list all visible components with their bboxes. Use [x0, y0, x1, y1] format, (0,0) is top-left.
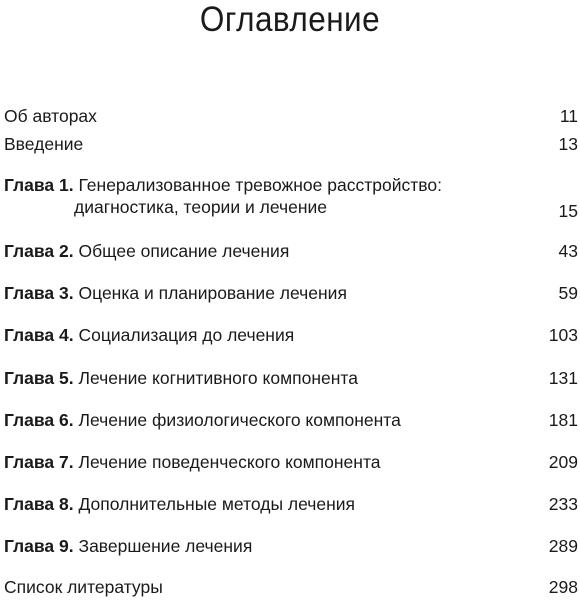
toc-entry-text-continued: диагностика, теории и лечение	[74, 197, 327, 217]
toc-entry-chapter-9[interactable]	[4, 535, 578, 557]
chapter-number: Глава 9.	[4, 536, 74, 556]
page-title: Оглавление	[199, 0, 381, 39]
toc-entry-text: Лечение поведенческого компонента	[78, 452, 381, 472]
toc-entry-text: Об авторах	[4, 106, 97, 126]
chapter-number: Глава 4.	[4, 325, 74, 345]
toc-page-number: 11	[559, 106, 578, 126]
toc-entry-text: Генерализованное тревожное расстройство:	[78, 175, 442, 195]
toc-entry-text: Список литературы	[4, 577, 163, 597]
toc-entry-text: Лечение физиологического компонента	[78, 410, 401, 430]
toc-entry-bibliography[interactable]	[4, 576, 578, 598]
toc-entry-chapter-4[interactable]	[4, 324, 578, 346]
toc-entry-text: Социализация до лечения	[78, 325, 295, 345]
toc-page-number: 209	[548, 452, 578, 472]
toc-entry-text: Лечение когнитивного компонента	[78, 368, 358, 388]
toc-page-number: 103	[548, 325, 578, 345]
toc-entry-chapter-3[interactable]	[4, 282, 578, 304]
toc-entry-chapter-1[interactable]	[4, 174, 578, 221]
toc-entry-text: Дополнительные методы лечения	[78, 494, 356, 514]
toc-page-number: 181	[548, 410, 578, 430]
toc-entry-text: Оценка и планирование лечения	[78, 283, 347, 303]
toc-page-number: 289	[548, 536, 578, 556]
toc-page-number: 13	[558, 134, 578, 154]
toc-entry-text: Введение	[4, 134, 84, 154]
chapter-number: Глава 1.	[4, 175, 74, 195]
toc-page-number: 43	[558, 241, 578, 261]
toc-entry-chapter-5[interactable]	[4, 367, 578, 389]
toc-page-number: 233	[548, 494, 578, 514]
toc-entry-introduction[interactable]	[4, 133, 578, 155]
toc-entry-text: Общее описание лечения	[78, 241, 290, 261]
chapter-number: Глава 5.	[4, 368, 74, 388]
chapter-number: Глава 8.	[4, 494, 74, 514]
toc-page-number: 298	[548, 577, 578, 597]
chapter-number: Глава 7.	[4, 452, 74, 472]
toc-entry-about-authors[interactable]	[4, 105, 578, 127]
toc-page-number: 59	[558, 283, 578, 303]
chapter-number: Глава 3.	[4, 283, 74, 303]
chapter-number: Глава 2.	[4, 241, 74, 261]
toc-page-number: 15	[558, 201, 578, 221]
toc-page-number: 131	[548, 368, 578, 388]
toc-entry-chapter-2[interactable]	[4, 240, 578, 262]
toc-entry-chapter-6[interactable]	[4, 409, 578, 431]
toc-entry-chapter-7[interactable]	[4, 451, 578, 473]
chapter-number: Глава 6.	[4, 410, 74, 430]
toc-entry-text: Завершение лечения	[78, 536, 253, 556]
toc-entry-chapter-8[interactable]	[4, 493, 578, 515]
